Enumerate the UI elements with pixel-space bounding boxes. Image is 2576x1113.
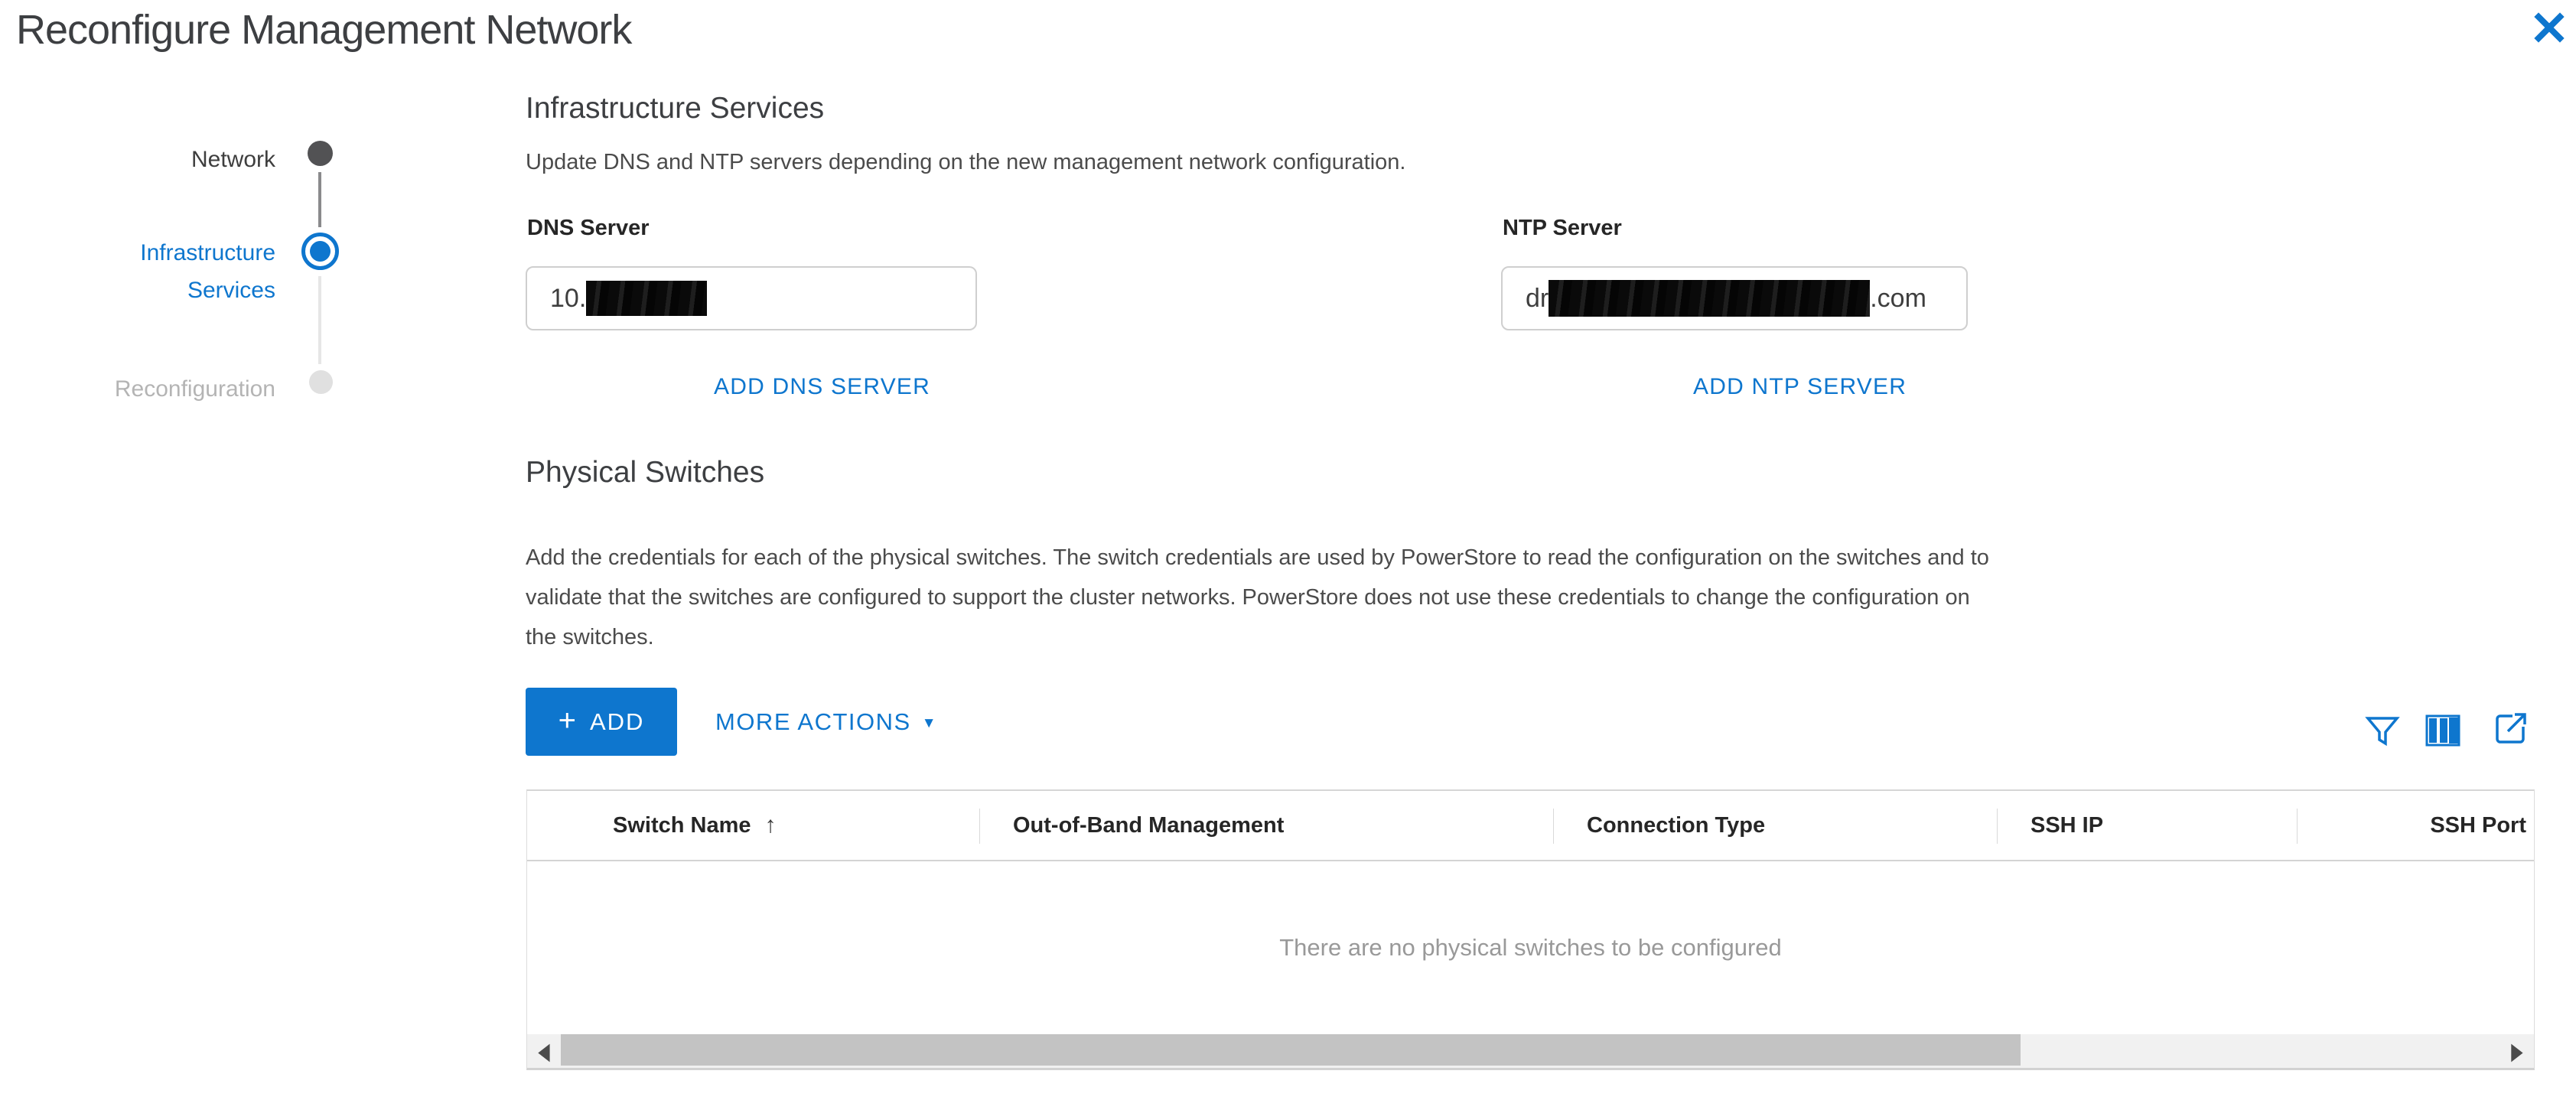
- step-connector-line: [318, 172, 321, 227]
- sort-ascending-icon: ↑: [764, 812, 777, 838]
- column-header-switch-name[interactable]: [527, 791, 980, 860]
- step-upcoming-dot: [309, 370, 333, 394]
- step-current-inner-dot: [310, 241, 331, 262]
- column-header-label: Out-of-Band Management: [1013, 812, 1285, 838]
- column-header-label: Switch Name: [613, 812, 751, 838]
- page-title: Reconfigure Management Network: [16, 7, 632, 53]
- stepper-step-reconfiguration[interactable]: Reconfiguration: [114, 376, 275, 402]
- physical-switches-table: [526, 789, 2535, 1070]
- scrollbar-thumb[interactable]: [561, 1034, 2021, 1066]
- step-connector-line: [318, 276, 321, 364]
- column-header-ssh-ip[interactable]: [1998, 791, 2298, 860]
- dns-server-value: 10.: [550, 283, 587, 313]
- step-completed-dot: [308, 141, 333, 166]
- dns-server-input[interactable]: [526, 266, 977, 330]
- ntp-server-value-prefix: dr: [1526, 283, 1549, 313]
- infrastructure-description: Update DNS and NTP servers depending on the new management network configuration.: [526, 150, 1406, 174]
- column-header-label: SSH IP: [2031, 812, 2104, 838]
- ntp-redaction-block: [1549, 280, 1870, 317]
- column-header-label: SSH Port: [2430, 812, 2526, 838]
- close-icon[interactable]: [2534, 12, 2565, 43]
- ntp-server-input[interactable]: [1501, 266, 1968, 330]
- add-button-label: ADD: [589, 708, 645, 735]
- section-heading-infrastructure-services: Infrastructure Services: [526, 92, 825, 125]
- more-actions-label: MORE ACTIONS: [715, 708, 911, 735]
- export-icon[interactable]: [2491, 710, 2529, 748]
- scroll-right-arrow-icon[interactable]: ▶: [2511, 1038, 2523, 1065]
- table-header-row: [527, 791, 2534, 861]
- section-heading-physical-switches: Physical Switches: [526, 456, 765, 489]
- more-actions-menu-button[interactable]: [715, 688, 937, 756]
- step-current-dot: [301, 233, 339, 270]
- column-header-ssh-port[interactable]: [2298, 791, 2534, 860]
- empty-state-message: There are no physical switches to be configured: [1279, 934, 1782, 961]
- dns-server-label: DNS Server: [527, 216, 650, 240]
- table-empty-state: [527, 861, 2534, 1034]
- physical-switches-description: Add the credentials for each of the physical switches. The switch credentials are used by PowerStore to read the configuration on the switches and to validate that the switches are configured to support the cluster networks. PowerStore does not use these credentials to change the configuration on the switches.: [526, 545, 1989, 649]
- stepper-step-infrastructure-services[interactable]: Infrastructure Services: [140, 240, 275, 303]
- filter-icon[interactable]: [2364, 713, 2401, 750]
- add-switch-button[interactable]: [526, 688, 677, 756]
- ntp-server-value-suffix: .com: [1870, 283, 1926, 313]
- dns-redaction-block: [586, 281, 707, 316]
- horizontal-scrollbar[interactable]: [527, 1034, 2534, 1068]
- add-dns-server-button[interactable]: ADD DNS SERVER: [714, 374, 930, 399]
- column-header-connection-type[interactable]: [1554, 791, 1998, 860]
- ntp-server-label: NTP Server: [1503, 216, 1622, 240]
- plus-icon: +: [558, 703, 578, 737]
- column-header-label: Connection Type: [1587, 812, 1766, 838]
- add-ntp-server-button[interactable]: ADD NTP SERVER: [1693, 374, 1907, 399]
- columns-icon[interactable]: [2425, 714, 2460, 747]
- caret-down-icon: ▼: [921, 714, 938, 731]
- column-header-out-of-band-management[interactable]: [980, 791, 1554, 860]
- stepper-step-network[interactable]: Network: [191, 147, 275, 172]
- scroll-left-arrow-icon[interactable]: ◀: [538, 1038, 550, 1065]
